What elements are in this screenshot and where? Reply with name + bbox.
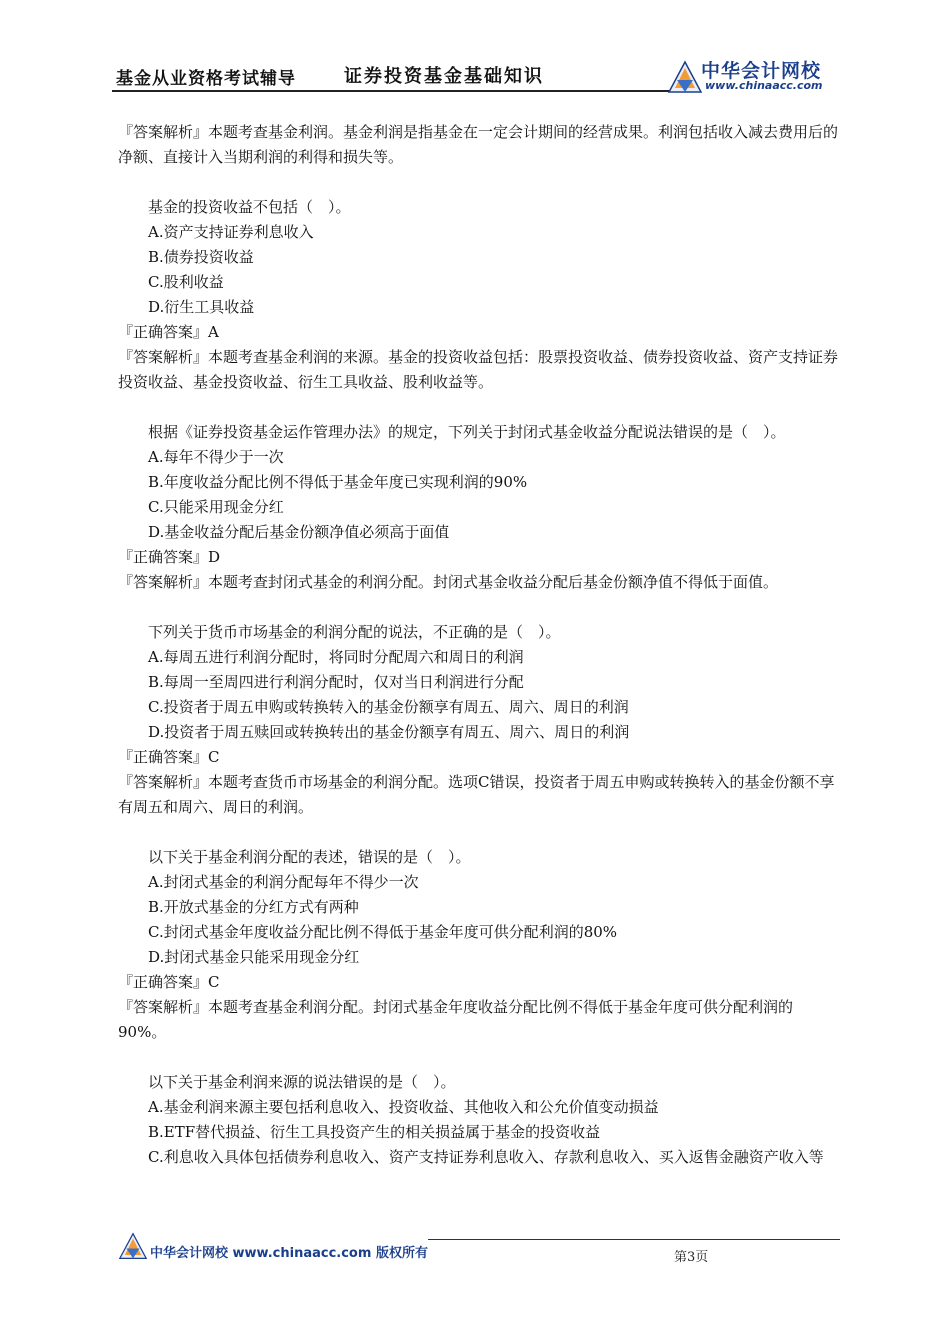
analysis-text: 『答案解析』本题考查封闭式基金的利润分配。封闭式基金收益分配后基金份额净值不得低于面值。	[118, 573, 779, 591]
option-c: C.利息收入具体包括债券利息收入、资产支持证券利息收入、存款利息收入、买入返售金融资产收入等	[148, 1148, 824, 1166]
question-stem: 以下关于基金利润来源的说法错误的是（ ）。	[148, 1073, 456, 1091]
question-1	[118, 195, 838, 395]
analysis-text: 『答案解析』本题考查基金利润分配。封闭式基金年度收益分配比例不得低于基金年度可供分配利润的90%。	[118, 998, 794, 1041]
correct-answer: 『正确答案』C	[118, 973, 220, 991]
footer-logo-icon	[118, 1232, 148, 1260]
logo-icon	[667, 60, 703, 94]
header-course: 基金从业资格考试辅导	[116, 69, 296, 89]
question-stem: 基金的投资收益不包括（ ）。	[148, 198, 351, 216]
logo-name: 中华会计网校	[701, 60, 822, 82]
correct-answer: 『正确答案』D	[118, 548, 221, 566]
question-3	[118, 620, 838, 820]
option-b: B.每周一至周四进行利润分配时，仅对当日利润进行分配	[148, 673, 524, 691]
header-rule	[112, 90, 672, 92]
question-stem: 根据《证券投资基金运作管理办法》的规定，下列关于封闭式基金收益分配说法错误的是（ ）。	[148, 423, 786, 441]
option-c: C.只能采用现金分红	[148, 498, 284, 516]
option-b: B.年度收益分配比例不得低于基金年度已实现利润的90%	[148, 473, 528, 491]
option-a: A.每周五进行利润分配时，将同时分配周六和周日的利润	[148, 648, 524, 666]
option-c: C.投资者于周五申购或转换转入的基金份额享有周五、周六、周日的利润	[148, 698, 629, 716]
question-5	[118, 1070, 838, 1170]
question-stem: 以下关于基金利润分配的表述，错误的是（ ）。	[148, 848, 471, 866]
footer-brand: 中华会计网校 www.chinaacc.com 版权所有	[150, 1246, 428, 1261]
option-d: D.衍生工具收益	[148, 298, 255, 316]
option-b: B.债券投资收益	[148, 248, 254, 266]
option-b: B.开放式基金的分红方式有两种	[148, 898, 359, 916]
question-2	[118, 420, 838, 595]
option-a: A.封闭式基金的利润分配每年不得少一次	[148, 873, 419, 891]
analysis-text: 『答案解析』本题考查基金利润的来源。基金的投资收益包括：股票投资收益、债券投资收益、资产支持证券投资收益、基金投资收益、衍生工具收益、股利收益等。	[118, 348, 839, 391]
document-body	[118, 120, 838, 1195]
option-a: A.每年不得少于一次	[148, 448, 284, 466]
option-a: A.资产支持证券利息收入	[148, 223, 314, 241]
footer-rule	[428, 1239, 840, 1240]
page-footer	[118, 1232, 838, 1272]
page-header	[112, 62, 838, 96]
analysis-text: 『答案解析』本题考查货币市场基金的利润分配。选项C错误，投资者于周五申购或转换转入的基金份额不享有周五和周六、周日的利润。	[118, 773, 835, 816]
logo	[667, 58, 842, 96]
question-stem: 下列关于货币市场基金的利润分配的说法，不正确的是（ ）。	[148, 623, 561, 641]
option-d: D.基金收益分配后基金份额净值必须高于面值	[148, 523, 450, 541]
header-title: 证券投资基金基础知识	[344, 66, 544, 87]
option-c: C.封闭式基金年度收益分配比例不得低于基金年度可供分配利润的80%	[148, 923, 618, 941]
option-b: B.ETF替代损益、衍生工具投资产生的相关损益属于基金的投资收益	[148, 1123, 601, 1141]
question-4	[118, 845, 838, 1045]
option-a: A.基金利润来源主要包括利息收入、投资收益、其他收入和公允价值变动损益	[148, 1098, 659, 1116]
analysis-text: 『答案解析』本题考查基金利润。基金利润是指基金在一定会计期间的经营成果。利润包括收入减去费用后的净额、直接计入当期利润的利得和损失等。	[118, 123, 839, 166]
option-d: D.投资者于周五赎回或转换转出的基金份额享有周五、周六、周日的利润	[148, 723, 630, 741]
option-c: C.股利收益	[148, 273, 224, 291]
page-number: 第3页	[674, 1250, 709, 1265]
correct-answer: 『正确答案』C	[118, 748, 220, 766]
logo-url: www.chinaacc.com	[705, 79, 823, 92]
correct-answer: 『正确答案』A	[118, 323, 219, 341]
option-d: D.封闭式基金只能采用现金分红	[148, 948, 360, 966]
intro-block	[118, 120, 838, 170]
